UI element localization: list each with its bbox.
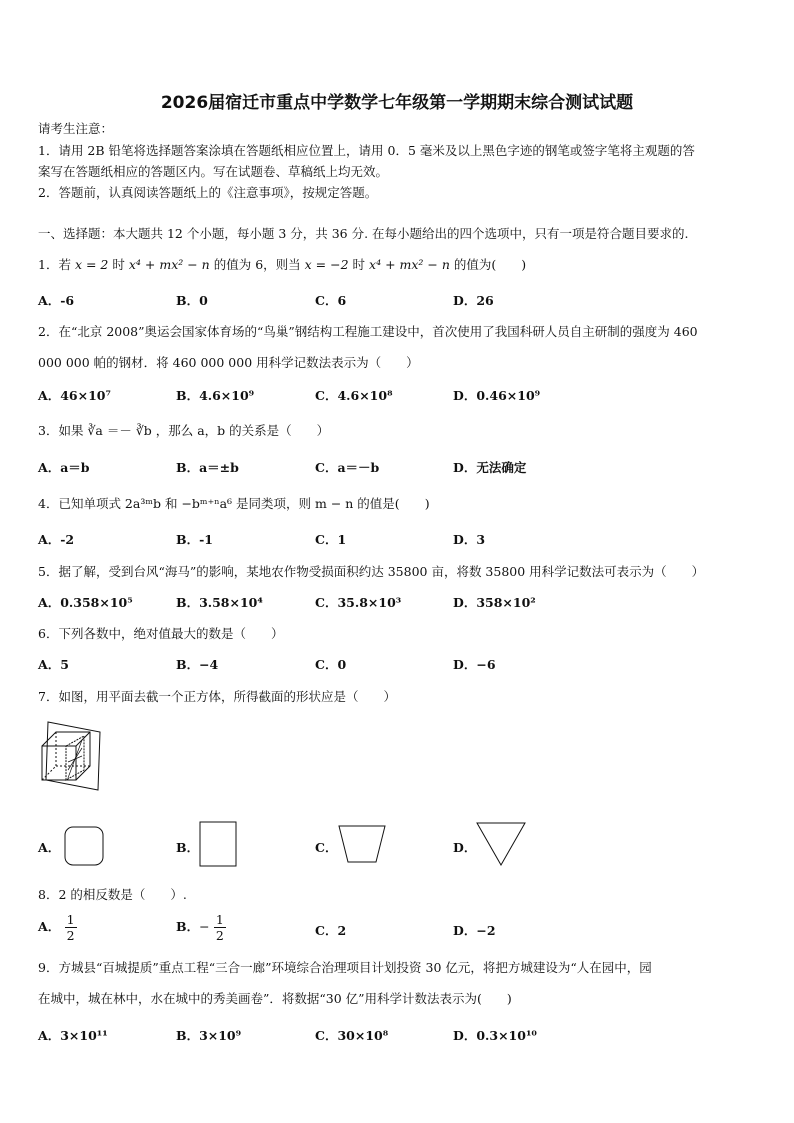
q9-option-b: B．3×10⁹ [176,1028,242,1043]
notice-item-1a: 1．请用 2B 铅笔将选择题答案涂填在答题纸相应位置上，请用 0．5 毫米及以上黑色字迹的钢笔或签字笔将主观题的答 [38,143,695,158]
q1-option-c: C．6 [315,293,347,308]
question-2-line-2: 000 000 帕的钢材．将 460 000 000 用科学记数法表示为（ ） [38,355,419,370]
question-7: 7．如图，用平面去截一个正方体，所得截面的形状应是（ ） [38,689,396,704]
trapezoid-icon [338,825,386,863]
q9-option-d: D．0.3×10¹⁰ [453,1028,537,1043]
q4-option-d: D．3 [453,532,486,547]
question-8: 8．2 的相反数是（ ）. [38,887,187,902]
q8-option-c: C．2 [315,923,347,938]
question-9-line-1: 9．方城县“百城提质”重点工程“三合一廊”环境综合治理项目计划投资 30 亿元，将把方城建设为“人在园中，园 [38,960,652,975]
q9-option-c: C．30×10⁸ [315,1028,389,1043]
cube-cut-figure [38,718,110,794]
q4-option-c: C．1 [315,532,347,547]
question-4: 4．已知单项式 2a³ᵐb 和 −bᵐ⁺ⁿa⁶ 是同类项，则 m − n 的值是( ) [38,496,430,511]
q1-option-a: A．-6 [38,293,75,308]
question-3: 3．如果 ∛a ＝－ ∛b ，那么 a，b 的关系是（ ） [38,423,330,438]
question-1: 1．若 x = 2 时 x⁴ + mx² − n 的值为 6，则当 x = −2 时 x⁴ + mx² − n 的值为( ) [38,257,527,272]
triangle-icon [476,822,526,866]
q3-option-a: A．a＝b [38,460,90,475]
q3-option-c: C．a＝－b [315,460,380,475]
q5-option-c: C．35.8×10³ [315,595,402,610]
q2-option-c: C．4.6×10⁸ [315,388,393,403]
q7-option-c: C． [315,840,338,855]
q7-option-d: D． [453,840,477,855]
q4-option-b: B．-1 [176,532,213,547]
q5-option-d: D．358×10² [453,595,536,610]
rounded-square-icon [64,826,104,866]
q5-option-b: B．3.58×10⁴ [176,595,263,610]
q4-option-a: A．-2 [38,532,75,547]
q6-option-a: A．5 [38,657,69,672]
q3-option-b: B．a＝±b [176,460,239,475]
notice-heading: 请考生注意： [38,121,114,136]
q1-option-d: D．26 [453,293,494,308]
q6-option-d: D．−6 [453,657,496,672]
q2-option-b: B．4.6×10⁹ [176,388,255,403]
q6-option-b: B．−4 [176,657,219,672]
notice-item-2: 2．答题前，认真阅读答题纸上的《注意事项》，按规定答题。 [38,185,378,200]
q2-option-a: A．46×10⁷ [38,388,111,403]
q8-option-b: B．− $\frac{1}{2}$ [176,912,224,943]
q8-option-a: A． $\frac{1}{2}$ [38,912,75,943]
q7-option-b: B． [176,840,200,855]
q3-option-d: D．无法确定 [453,460,527,475]
question-6: 6．下列各数中，绝对值最大的数是（ ） [38,626,284,641]
page-title: 2026届宿迁市重点中学数学七年级第一学期期末综合测试试题 [160,93,634,113]
q9-option-a: A．3×10¹¹ [38,1028,108,1043]
q8-option-d: D．−2 [453,923,496,938]
rectangle-icon [199,821,237,867]
question-5: 5．据了解，受到台风“海马”的影响，某地农作物受损面积约达 35800 亩，将数 35800 用科学记数法可表示为（ ） [38,564,705,579]
notice-item-1b: 案写在答题纸相应的答题区内。写在试题卷、草稿纸上均无效。 [38,164,389,179]
q5-option-a: A．0.358×10⁵ [38,595,133,610]
q6-option-c: C．0 [315,657,347,672]
section-heading: 一、选择题：本大题共 12 个小题，每小题 3 分，共 36 分. 在每小题给出的四个选项中，只有一项是符合题目要求的. [38,226,689,241]
q2-option-d: D．0.46×10⁹ [453,388,541,403]
fraction-one-half: $\frac{1}{2}$ [66,912,75,943]
q1-option-b: B．0 [176,293,208,308]
q7-option-a: A． [38,840,61,855]
question-9-line-2: 在城中，城在林中，水在城中的秀美画卷”．将数据“30 亿”用科学计数法表示为( ) [38,991,512,1006]
fraction-neg-one-half: $\frac{1}{2}$ [215,912,224,943]
question-2-line-1: 2．在“北京 2008”奥运会国家体育场的“鸟巢”钢结构工程施工建设中，首次使用了我国科研人员自主研制的强度为 460 [38,324,698,339]
